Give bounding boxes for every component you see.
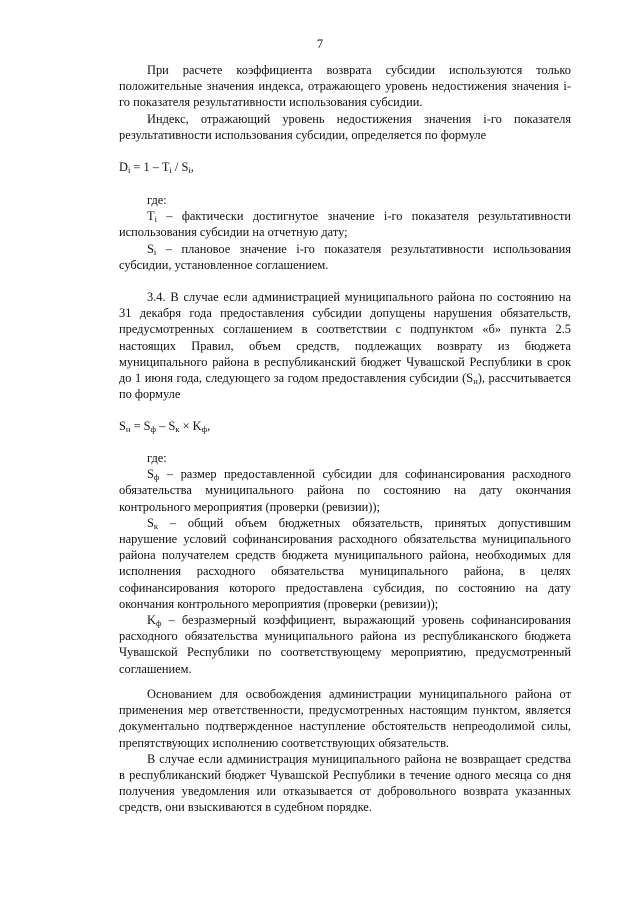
- formula-sn-sk-sub: к: [175, 424, 180, 434]
- definition-kf: [119, 612, 571, 677]
- formula-sn-minus: – S: [156, 419, 176, 433]
- definition-t-text: – фактически достигнутое значение i-го показателя результативности использования субсидии на отчетную дату;: [119, 209, 571, 240]
- paragraph-3-4-text: 3.4. В случае если администрацией муниципального района по состоянию на 31 декабря года предоставления субсидии допущены нарушения обязательств, предусмотренных соглашением в соответствии с подпунктом «б» пункта 2.5 настоящих Правил, объем средств, подлежащих возврату из бюджета муниципального района в республиканский бюджет Чувашской Республики в срок до 1 июня года, следующего за годом предоставления субсидии (S: [119, 290, 571, 386]
- definition-sf-text: – размер предоставленной субсидии для софинансирования расходного обязательства муниципального района по состоянию на дату окончания контрольного мероприятия (проверки (ревизии));: [119, 467, 571, 514]
- definitions-block-2: [119, 450, 571, 677]
- paragraph-judicial-recovery: В случае если администрация муниципального района не возвращает средства в республиканский бюджет Чувашской Республики в течение одного месяца со дня получения уведомления или отказывается от добровольного возврата указанных средств, они взыскиваются в судебном порядке.: [119, 751, 571, 815]
- formula-d-middle: = 1 – T: [130, 160, 170, 174]
- formula-d-mid-sub: i: [169, 165, 172, 175]
- paragraph-index-definition: Индекс, отражающий уровень недостижения значения i-го показателя результативности использования субсидии, определяется по формуле: [119, 111, 571, 142]
- formula-d: [119, 159, 571, 175]
- intro-block: [119, 62, 571, 143]
- closing-block: [119, 686, 571, 816]
- definition-kf-text: – безразмерный коэффициент, выражающий уровень софинансирования расходного обязательства муниципального района из республиканского бюджета Чувашской Республики по соответствующему мероприятию, предусмотренный соглашением.: [119, 613, 571, 676]
- formula-d-lhs: D: [119, 160, 128, 174]
- definition-sk-text: – общий объем бюджетных обязательств, принятых допустившим нарушение условий софинансирования расходного обязательства муниципального района получателем средств бюджета муниципального района, необходимых для исполнения расходного обязательства муниципального района, в целях софинансирования которого предоставлена субсидия, по состоянию на дату окончания контрольного мероприятия (проверки (ревизии));: [119, 515, 571, 611]
- definition-sk-sub: к: [153, 520, 159, 531]
- definitions-block-1: [119, 192, 571, 273]
- definition-sk: [119, 515, 571, 612]
- definition-kf-sub: ф: [155, 618, 162, 629]
- definition-t-sub: i: [154, 214, 157, 225]
- definition-s: [119, 241, 571, 273]
- formula-d-lhs-sub: i: [127, 165, 131, 175]
- formula-sn-lhs: S: [119, 419, 126, 433]
- definition-sk-symbol: S: [147, 515, 154, 530]
- formula-sn-times: × K: [179, 419, 202, 433]
- definition-t: [119, 208, 571, 240]
- formula-d-end: ,: [190, 160, 194, 174]
- formula-sn-kf-sub: ф: [201, 424, 208, 434]
- paragraph-grounds-release: Основанием для освобождения администрации муниципального района от применения мер ответственности, предусмотренных настоящим пунктом, является документально подтвержденное наступление обстоятельств непреодолимой силы, препятствующих исполнению соответствующих обязательств.: [119, 687, 571, 750]
- formula-sn-end: ,: [207, 419, 211, 433]
- definition-kf-symbol: K: [147, 613, 156, 628]
- formula-sn-sf-sub: ф: [150, 424, 157, 434]
- paragraph-3-4: [119, 289, 571, 402]
- definition-sf-sub: ф: [153, 472, 160, 483]
- definition-s-sub: i: [153, 246, 157, 257]
- definition-sf: [119, 466, 571, 515]
- formula-d-tail: / S: [171, 160, 189, 174]
- where-label-1: где:: [147, 193, 167, 207]
- definition-s-symbol: S: [147, 241, 154, 256]
- paragraph-3-4-sub: н: [473, 376, 478, 387]
- section-3-4: [119, 289, 571, 402]
- definition-sf-symbol: S: [147, 467, 154, 482]
- page-number: 7: [316, 37, 324, 51]
- definition-t-symbol: T: [147, 209, 155, 224]
- paragraph-positive-index: При расчете коэффициента возврата субсидии используются только положительные значения индекса, отражающего уровень недостижения значения i-го показателя результативности использования субсидии.: [119, 63, 571, 110]
- formula-sn: [119, 418, 571, 434]
- definition-s-text: – плановое значение i-го показателя результативности использования субсидии, установленное соглашением.: [119, 241, 571, 272]
- formula-sn-lhs-sub: н: [125, 424, 131, 434]
- paragraph-3-4-tail: ), рассчитывается по формуле: [119, 371, 572, 402]
- formula-d-tail-sub: i: [188, 165, 191, 175]
- formula-sn-eq: = S: [130, 419, 151, 433]
- where-label-2: где:: [147, 451, 167, 465]
